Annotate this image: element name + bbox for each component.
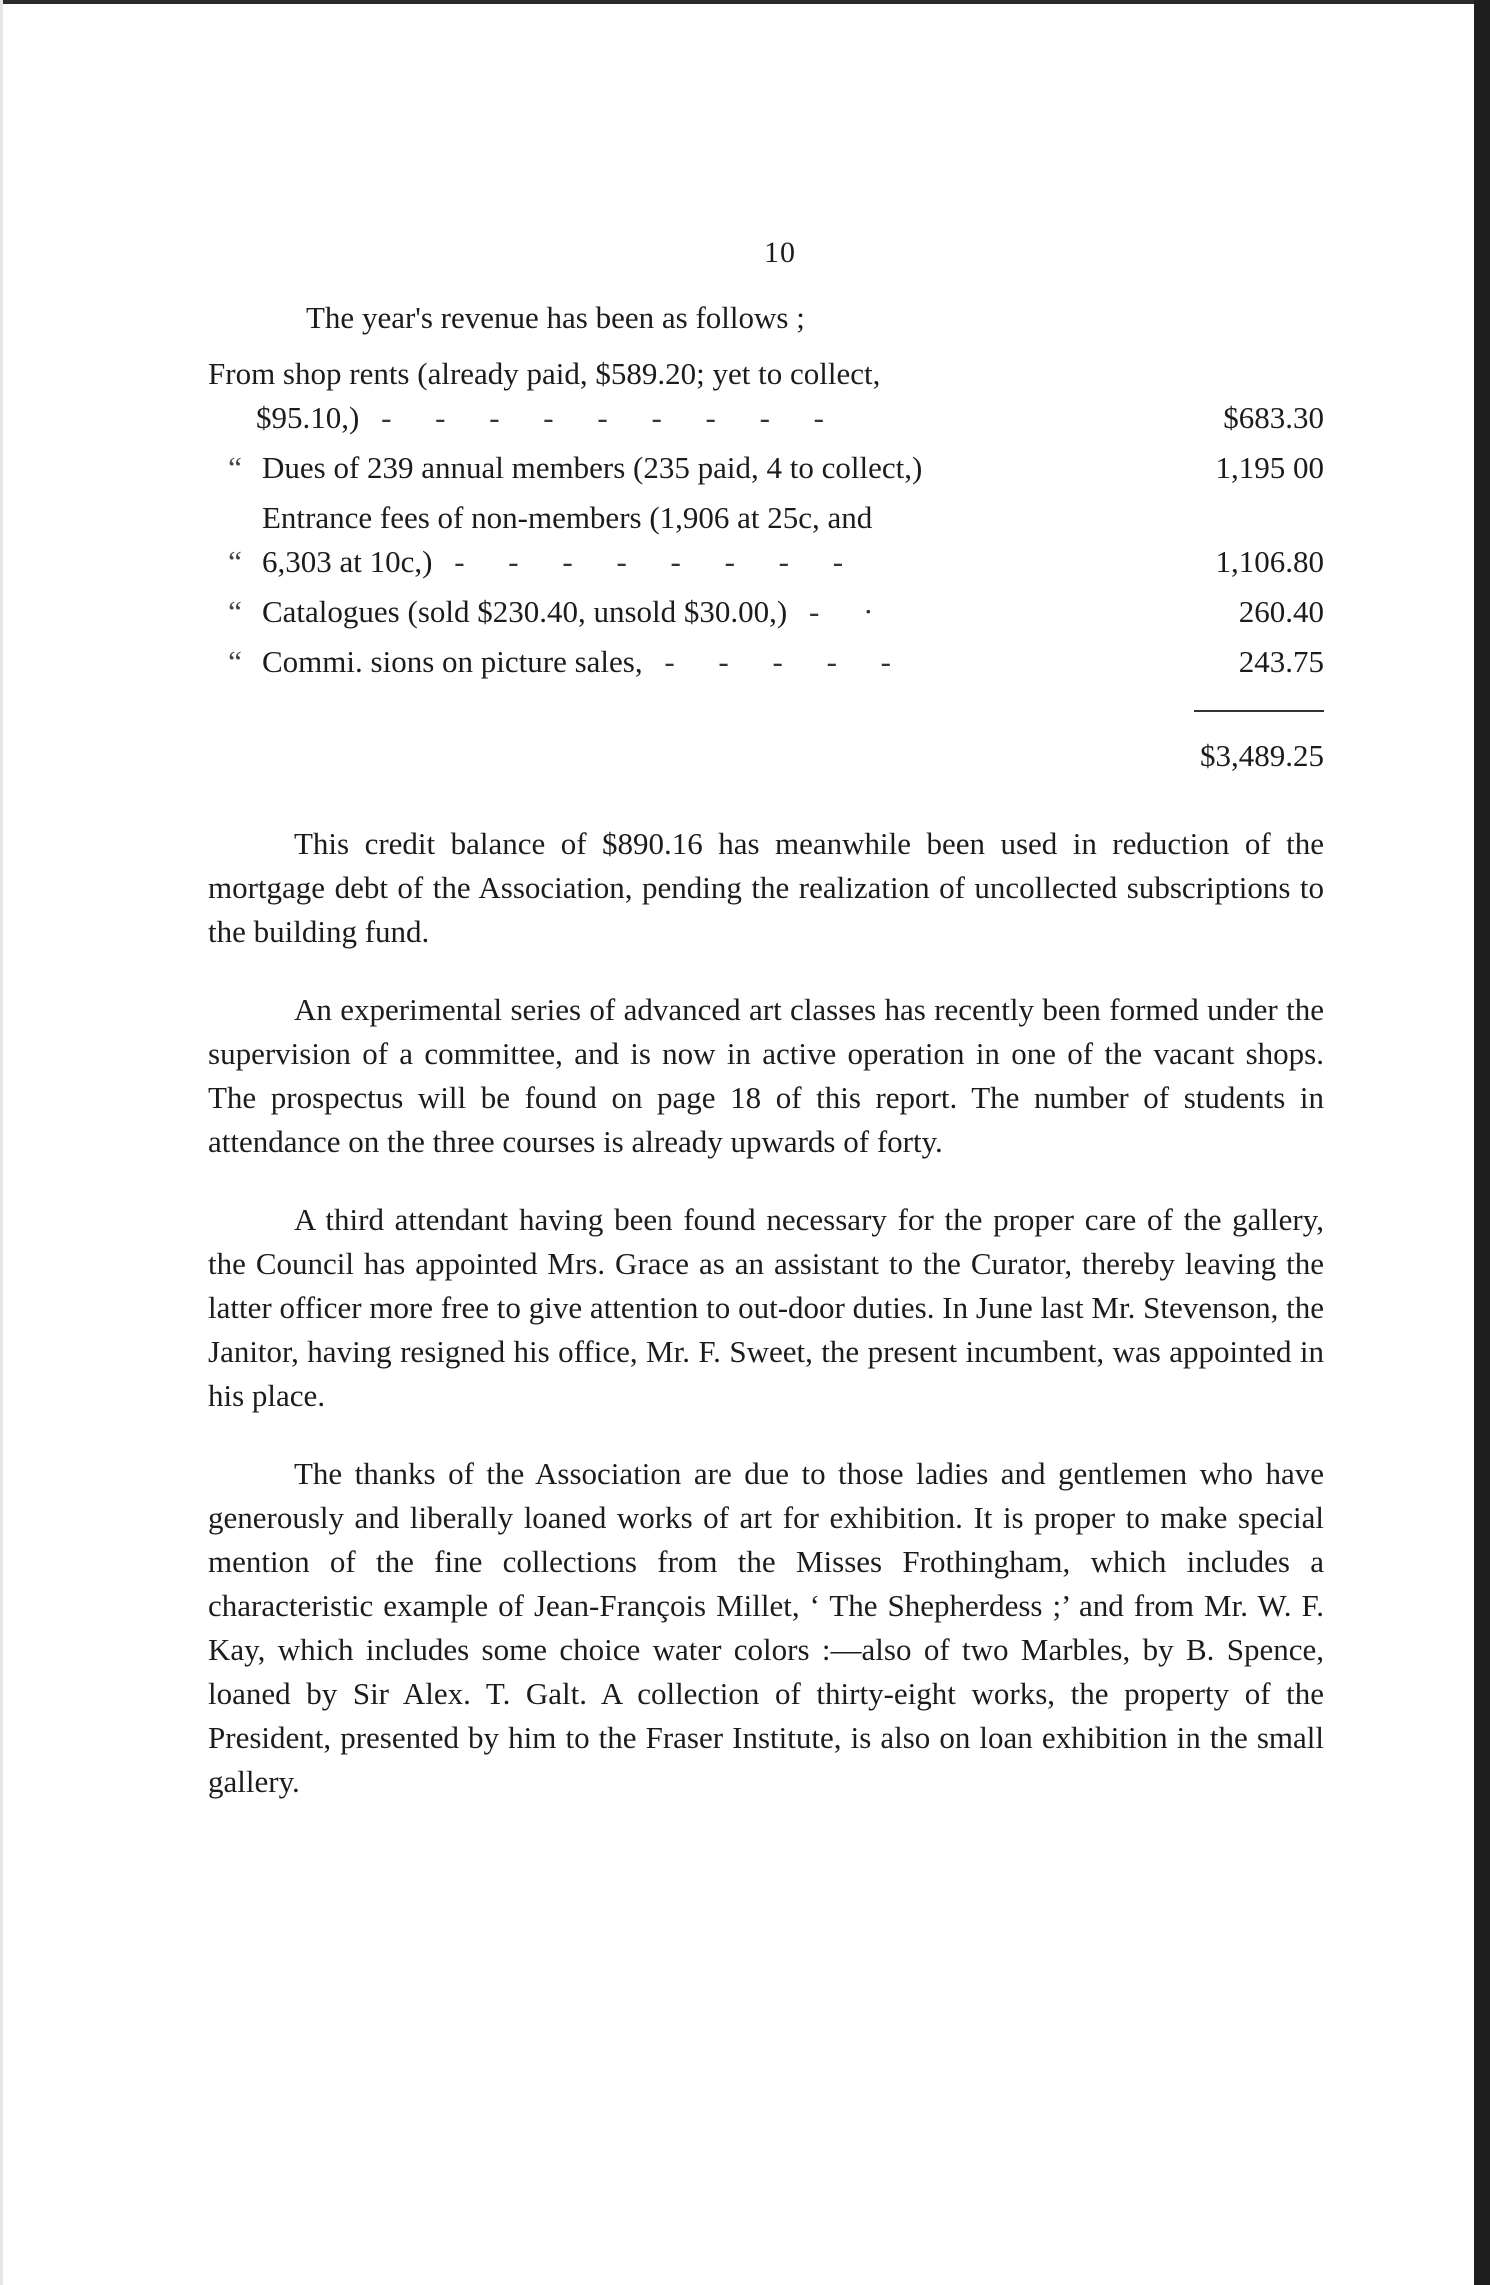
total-rule <box>1194 710 1324 712</box>
revenue-row-catalogues <box>208 590 1324 634</box>
revenue-row-text-continued: 6,303 at 10c,) <box>262 544 433 579</box>
revenue-row-text: Catalogues (sold $230.40, unsold $30.00,) <box>262 594 788 629</box>
revenue-row-text: Entrance fees of non-members (1,906 at 25c, and <box>262 500 873 535</box>
scan-edge-right <box>1474 0 1490 2285</box>
leader-dashes: - - - - - - - - <box>454 544 862 579</box>
scan-edge-top <box>0 0 1490 4</box>
revenue-amount: 1,106.80 <box>1215 544 1324 579</box>
paragraph-thanks: The thanks of the Association are due to those ladies and gentlemen who have generously and liberally loaned works of art for exhibition. It is proper to make special mention of the fine collections from the Misses Frothingham, which includes a characteristic example of Jean-François Millet, ‘ The Shepherdess ;’ and from Mr. W. F. Kay, which includes some choice water colors :—also of two Marbles, by B. Spence, loaned by Sir Alex. T. Galt. A collection of thirty-eight works, the property of the President, presented by him to the Fraser Institute, is also on loan exhibition in the small gallery. <box>208 1456 1324 1799</box>
revenue-row-text: Dues of 239 annual members (235 paid, 4 to collect,) <box>262 450 923 485</box>
paragraph-credit-balance: This credit balance of $890.16 has meanwhile been used in reduction of the mortgage debt of the Association, pending the realization of uncollected subscriptions to the building fund. <box>208 826 1324 949</box>
revenue-amount: $683.30 <box>1223 400 1324 435</box>
paragraph-attendant: A third attendant having been found necessary for the proper care of the gallery, the Council has appointed Mrs. Grace as an assistant to the Curator, thereby leaving the latter officer more free to give attention to out-door duties. In June last Mr. Stevenson, the Janitor, having resigned his office, Mr. F. Sweet, the present incumbent, was appointed in his place. <box>208 1202 1324 1413</box>
leader-dashes: - - - - - <box>664 644 909 679</box>
ditto-mark: “ <box>228 644 242 679</box>
revenue-amount: 1,195 00 <box>1215 450 1324 485</box>
revenue-amount: 243.75 <box>1238 644 1324 679</box>
ditto-mark: “ <box>228 594 242 629</box>
leader-dashes: - · <box>809 594 892 629</box>
revenue-row-entrance-fees <box>208 496 1324 584</box>
revenue-row-text: Commi. sions on picture sales, <box>262 644 643 679</box>
leader-dashes: - - - - - - - - - <box>381 400 842 435</box>
revenue-row-dues <box>208 446 1324 490</box>
revenue-row-commissions <box>208 640 1324 684</box>
revenue-amount: 260.40 <box>1238 594 1324 629</box>
scan-edge-left <box>0 0 3 2285</box>
ditto-mark: “ <box>228 450 242 485</box>
ditto-mark: “ <box>228 544 242 579</box>
revenue-row-text: From shop rents (already paid, $589.20; yet to collect, <box>208 356 881 391</box>
revenue-table <box>208 352 1324 778</box>
revenue-intro: The year's revenue has been as follows ; <box>306 300 805 335</box>
revenue-total: $3,489.25 <box>1200 738 1324 773</box>
revenue-row-shop-rents <box>208 352 1324 440</box>
page-content <box>208 296 1324 1838</box>
paragraph-art-classes: An experimental series of advanced art classes has recently been formed under the supervision of a committee, and is now in active operation in one of the vacant shops. The prospectus will be found on page 18 of this report. The number of students in attendance on the three courses is already upwards of forty. <box>208 992 1324 1159</box>
revenue-row-text-continued: $95.10,) <box>256 400 360 435</box>
page-number: 10 <box>764 236 796 269</box>
